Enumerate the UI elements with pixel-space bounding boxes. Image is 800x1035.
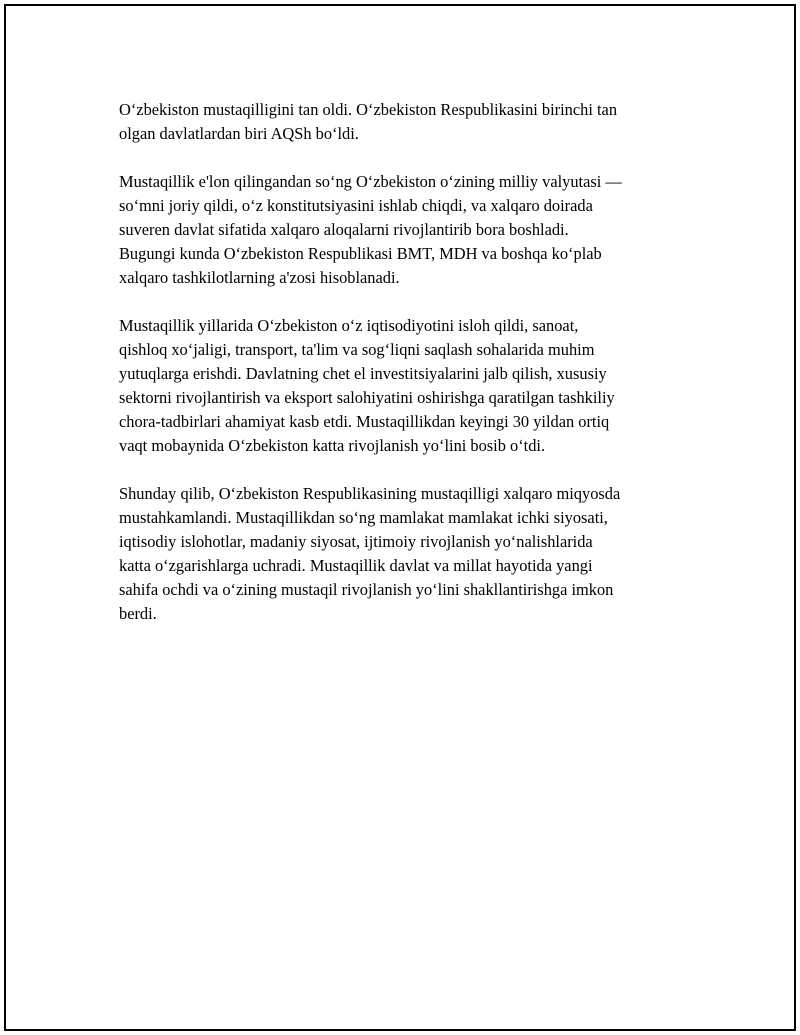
document-body xyxy=(119,98,699,650)
paragraph: Mustaqillik yillarida O‘zbekiston o‘z iqtisodiyotini isloh qildi, sanoat, qishloq xo‘jaligi, transport, ta'lim va sog‘liqni saqlash sohalarida muhim yutuqlarga erishdi. Davlatning chet el investitsiyalarini jalb qilish, xususiy sektorni rivojlantirish va eksport salohiyatini oshirishga qaratilgan tashkiliy chora-tadbirlari ahamiyat kasb etdi. Mustaqillikdan keyingi 30 yildan ortiq vaqt mobaynida O‘zbekiston katta rivojlanish yo‘lini bosib o‘tdi. xyxy=(119,316,615,455)
paragraph: Mustaqillik e'lon qilingandan so‘ng O‘zbekiston o‘zining milliy valyutasi — so‘mni joriy qildi, o‘z konstitutsiyasini ishlab chiqdi, va xalqaro doirada suveren davlat sifatida xalqaro aloqalarni rivojlantirib bora boshladi. Bugungi kunda O‘zbekiston Respublikasi BMT, MDH va boshqa ko‘plab xalqaro tashkilotlarning a'zosi hisoblanadi. xyxy=(119,172,622,287)
paragraph: O‘zbekiston mustaqilligini tan oldi. O‘zbekiston Respublikasini birinchi tan olgan davlatlardan biri AQSh bo‘ldi. xyxy=(119,100,618,143)
page-frame xyxy=(4,4,796,1031)
paragraph: Shunday qilib, O‘zbekiston Respublikasining mustaqilligi xalqaro miqyosda mustahkamlandi. Mustaqillikdan so‘ng mamlakat mamlakat ichki siyosati, iqtisodiy islohotlar, madaniy siyosat, ijtimoiy rivojlanish yo‘nalishlarida katta o‘zgarishlarga uchradi. Mustaqillik davlat va millat hayotida yangi sahifa ochdi va o‘zining mustaqil rivojlanish yo‘lini shakllantirishga imkon berdi. xyxy=(119,484,621,623)
